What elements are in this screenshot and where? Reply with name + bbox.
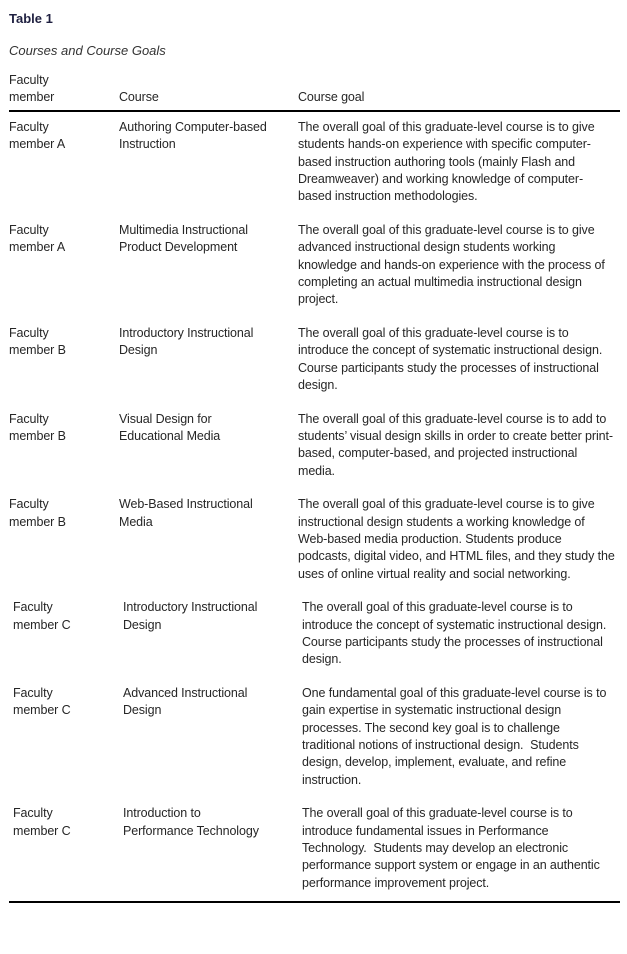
course-goal-cell: The overall goal of this graduate-level course is to introduce fundamental issues in Performance Technology. Students may develop an electronic performance support system or engage in an authentic performance improvement project. bbox=[302, 806, 604, 890]
course-cell: Introductory Instructional Design bbox=[123, 600, 258, 632]
table-row bbox=[9, 798, 620, 902]
table-row bbox=[9, 111, 620, 215]
course-goal-cell: The overall goal of this graduate-level course is to add to students’ visual design skills in order to create better print-based, computer-based, and projected instructional media. bbox=[298, 411, 613, 478]
course-goal-cell: One fundamental goal of this graduate-level course is to gain expertise in systematic instructional design processes. The second key goal is to challenge traditional notions of instructional design. Students design, develop, implement, evaluate, and refine instruction. bbox=[302, 685, 610, 787]
table-row bbox=[9, 678, 620, 798]
faculty-member-cell: Faculty member A bbox=[9, 119, 66, 152]
faculty-member-cell: Faculty member C bbox=[13, 806, 71, 838]
table-row bbox=[9, 404, 620, 490]
column-header-course-goal: Course goal bbox=[298, 72, 620, 111]
faculty-member-cell: Faculty member B bbox=[9, 325, 66, 358]
faculty-member-cell: Faculty member C bbox=[13, 685, 71, 718]
course-cell: Introduction to Performance Technology bbox=[123, 806, 259, 838]
course-cell: Visual Design for Educational Media bbox=[119, 411, 221, 443]
table-caption: Courses and Course Goals bbox=[9, 43, 166, 58]
course-cell: Multimedia Instructional Product Development bbox=[119, 222, 248, 255]
course-goal-cell: The overall goal of this graduate-level course is to introduce the concept of systematic instructional design. Course participants study the processes of instructional design. bbox=[302, 600, 610, 667]
table-number: Table 1 bbox=[9, 11, 53, 26]
faculty-member-cell: Faculty member B bbox=[9, 411, 66, 443]
course-goal-cell: The overall goal of this graduate-level course is to give advanced instructional design students working knowledge and hands-on experience with the process of completing an actual multimedia instructional design project. bbox=[298, 222, 609, 307]
table-header bbox=[9, 72, 620, 111]
column-header-faculty-member: Faculty member bbox=[9, 72, 119, 111]
course-goal-cell: The overall goal of this graduate-level course is to give students hands-on experience with specific computer-based instruction authoring tools (mainly Flash and Dreamweaver) and working knowledge of computer-based instruction methodologies. bbox=[298, 119, 598, 204]
table-row bbox=[9, 592, 620, 678]
faculty-member-cell: Faculty member C bbox=[13, 600, 71, 632]
course-goal-cell: The overall goal of this graduate-level course is to give instructional design students a working knowledge of Web-based media production. Students produce podcasts, digital video, and HTML files, and they study the uses of online virtual reality and social networking. bbox=[298, 497, 619, 581]
course-cell: Introductory Instructional Design bbox=[119, 325, 254, 358]
column-header-course: Course bbox=[119, 72, 298, 111]
courses-table bbox=[9, 72, 620, 903]
table-row bbox=[9, 215, 620, 318]
faculty-member-cell: Faculty member B bbox=[9, 497, 66, 529]
table-row bbox=[9, 318, 620, 404]
course-goal-cell: The overall goal of this graduate-level course is to introduce the concept of systematic instructional design. Course participants study the processes of instructional design. bbox=[298, 325, 606, 393]
course-cell: Authoring Computer-based Instruction bbox=[119, 119, 267, 152]
course-cell: Advanced Instructional Design bbox=[123, 685, 248, 718]
faculty-member-cell: Faculty member A bbox=[9, 222, 66, 255]
course-cell: Web-Based Instructional Media bbox=[119, 497, 253, 529]
table-body bbox=[9, 111, 620, 902]
table-row bbox=[9, 489, 620, 592]
